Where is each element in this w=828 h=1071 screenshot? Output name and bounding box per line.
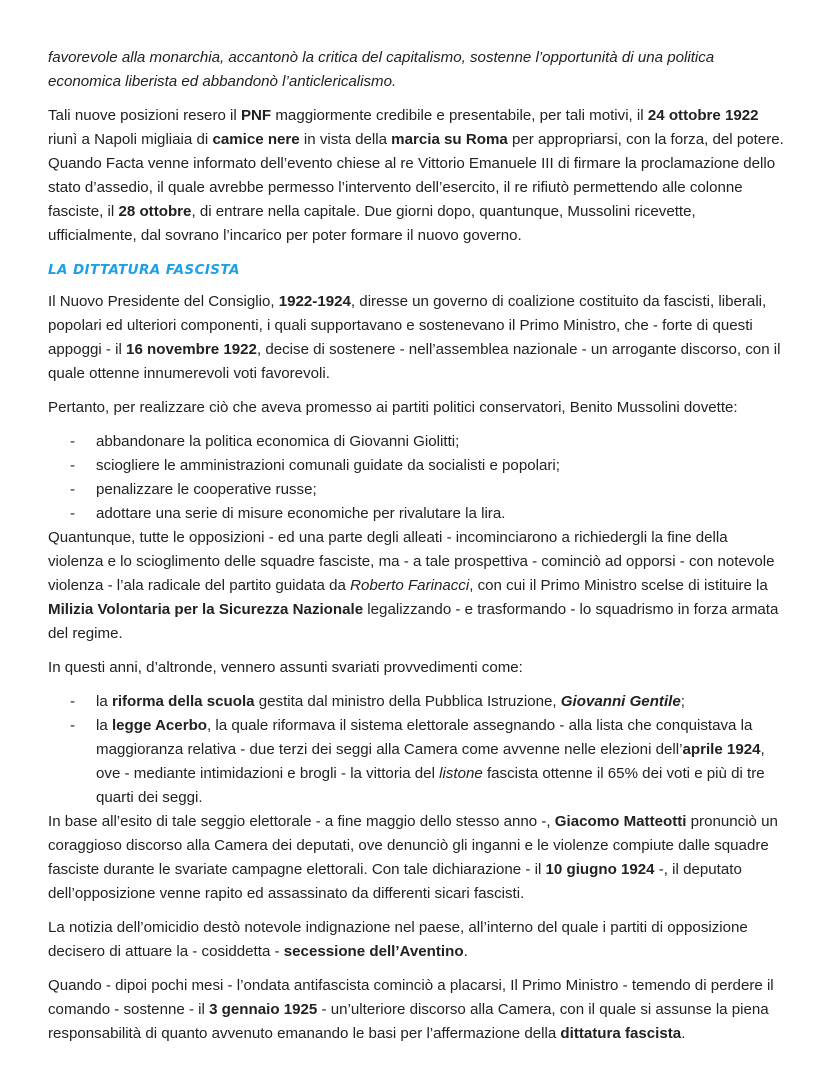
paragraph-dictatorship: Quando - dipoi pochi mesi - l’ondata antifascista cominciò a placarsi, Il Primo Ministro - temendo di perdere il comando - sostenne - il 3 gennaio 1925 - un’ulteriore discorso alla Camera, con il quale si assunse la piena responsabilità di quanto avvenuto emanando le basi per l’affermazione della dittatura fascista. <box>48 977 774 1042</box>
list-bullet: - <box>70 457 76 474</box>
list-bullet: - <box>70 693 76 710</box>
list-bullet: - <box>70 481 76 498</box>
paragraph-matteotti: In base all’esito di tale seggio elettorale - a fine maggio dello stesso anno -, Giacomo Matteotti pronunciò un coraggioso discorso alla Camera dei deputati, ove denunciò gli inganni e le violenze compiute dalle squadre fasciste durante le svariate campagne elettorali. Con tale dichiarazione - il 10 giugno 1924 -, il deputato dell’opposizione venne rapito ed assassinato da differenti sicari fascisti. <box>48 813 778 902</box>
list-bullet: - <box>70 505 76 522</box>
paragraph-list-intro: Pertanto, per realizzare ciò che aveva promesso ai partiti politici conservatori, Benito Mussolini dovette: <box>48 399 738 416</box>
paragraph-government: Il Nuovo Presidente del Consiglio, 1922-1924, diresse un governo di coalizione costituito da fascisti, liberali, popolari ed ulteriori componenti, i quali supportavano e sostenevano il Primo Ministro, che - forte di questi appoggi - il 16 novembre 1922, decise di sostenere - nell’assemblea nazionale - un arrogante discorso, con il quale ottenne innumerevoli voti favorevoli. <box>48 293 781 382</box>
provisions-list <box>48 690 784 810</box>
list-item: - abbandonare la politica economica di Giovanni Giolitti; <box>48 430 784 454</box>
document-page <box>48 46 784 1056</box>
list-item: - penalizzare le cooperative russe; <box>48 478 784 502</box>
measures-list <box>48 430 784 526</box>
paragraph-measures-intro: In questi anni, d’altronde, vennero assunti svariati provvedimenti come: <box>48 659 523 676</box>
list-bullet: - <box>70 717 76 734</box>
list-bullet: - <box>70 433 76 450</box>
paragraph-opposition: Quantunque, tutte le opposizioni - ed una parte degli alleati - incominciarono a richiedergli la fine della violenza e lo scioglimento delle squadre fasciste, ma - a tale prospettiva - cominciò ad opporsi - con notevole violenza - l’ala radicale del partito guidata da Roberto Farinacci, con cui il Primo Ministro scelse di istituire la Milizia Volontaria per la Sicurezza Nazionale legalizzando - e trasformando - lo squadrismo in forza armata del regime. <box>48 529 779 642</box>
list-item: - la legge Acerbo, la quale riformava il sistema elettorale assegnando - alla lista che conquistava la maggioranza relativa - due terzi dei seggi alla Camera come avvenne nelle elezioni dell’aprile 1924, ove - mediante intimidazioni e brogli - la vittoria del listone fascista ottenne il 65% dei voti e più di tre quarti dei seggi. <box>48 714 784 810</box>
section-heading: LA DITTATURA FASCISTA <box>48 262 240 278</box>
paragraph-aventine: La notizia dell’omicidio destò notevole indignazione nel paese, all’interno del quale i partiti di opposizione decisero di attuare la - cosiddetta - secessione dell’Aventino. <box>48 919 748 960</box>
list-item: - la riforma della scuola gestita dal ministro della Pubblica Istruzione, Giovanni Gentile; <box>48 690 784 714</box>
list-item: - adottare una serie di misure economiche per rivalutare la lira. <box>48 502 784 526</box>
paragraph-intro: favorevole alla monarchia, accantonò la critica del capitalismo, sostenne l’opportunità di una politica economica liberista ed abbandonò l’anticlericalismo. <box>48 49 715 90</box>
paragraph-march-on-rome: Tali nuove posizioni resero il PNF maggiormente credibile e presentabile, per tali motivi, il 24 ottobre 1922 riunì a Napoli migliaia di camice nere in vista della marcia su Roma per appropriarsi, con la forza, del potere. Quando Facta venne informato dell’evento chiese al re Vittorio Emanuele III di firmare la proclamazione dello stato d’assedio, il quale avrebbe permesso l’intervento dell’esercito, il re rifiutò permettendo alle colonne fasciste, il 28 ottobre, di entrare nella capitale. Due giorni dopo, quantunque, Mussolini ricevette, ufficialmente, dal sovrano l’incarico per poter formare il nuovo governo. <box>48 107 784 244</box>
list-item: - sciogliere le amministrazioni comunali guidate da socialisti e popolari; <box>48 454 784 478</box>
